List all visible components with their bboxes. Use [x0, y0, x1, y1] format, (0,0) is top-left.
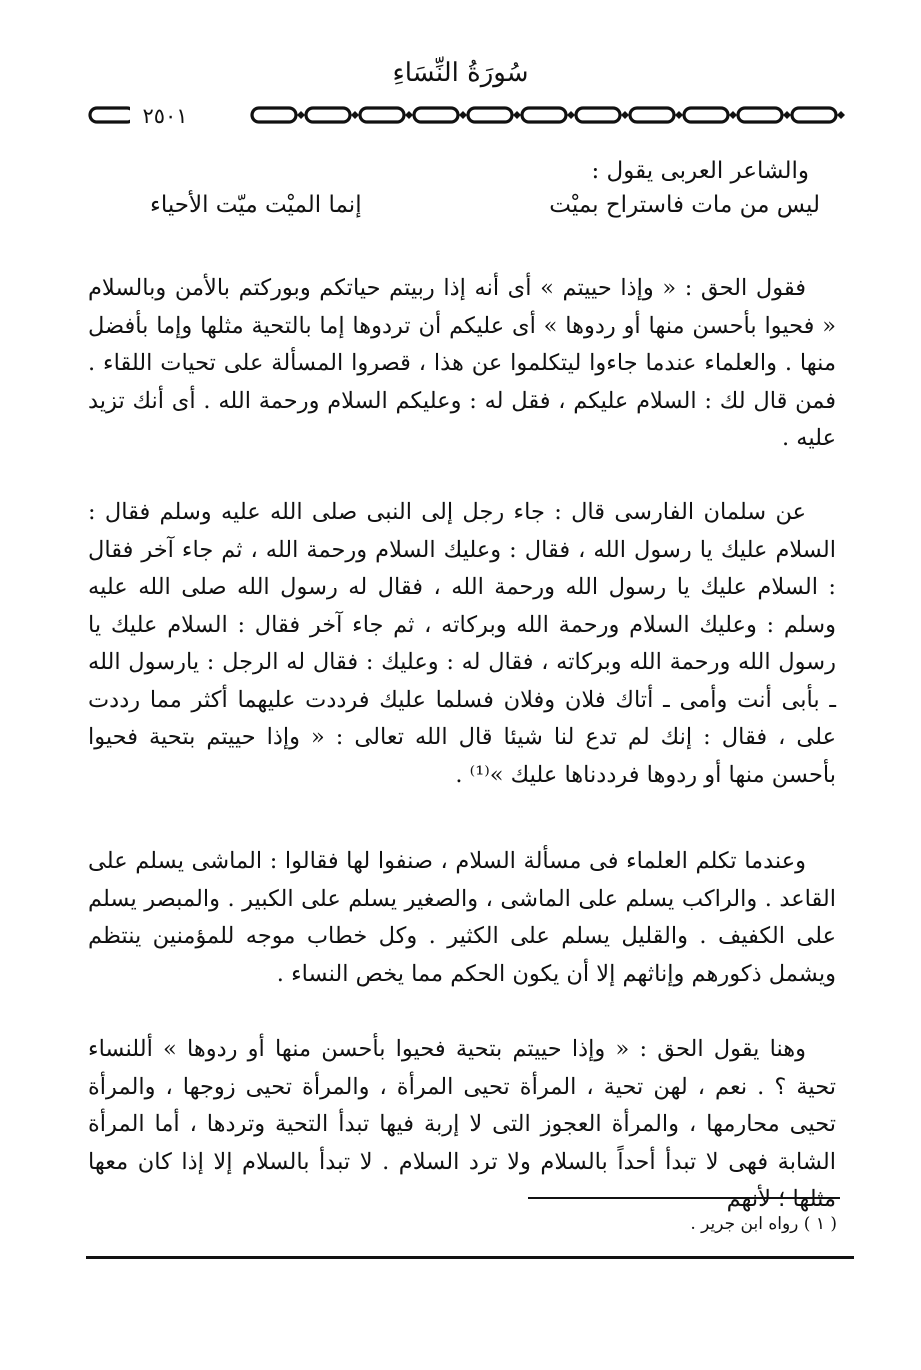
chain-link-icon: [576, 108, 620, 122]
chain-link-icon: [468, 108, 512, 122]
paragraph: عن سلمان الفارسى قال : جاء رجل إلى النبى صلى الله عليه وسلم فقال : السلام عليك يا رسول الله ، فقال : وعليك السلام ورحمة الله ، ثم جاء آخر فقال : السلام عليك يا رسول الله ورحمة الله ، فقال له رسول الله صلى الله عليه وسلم : وعليك السلام ورحمة الله وبركاته ، ثم جاء آخر فقال : السلام عليك يا رسول الله ورحمة الله وبركاته ، فقال له : وعليك : فقال له الرجل : يارسول الله ـ بأبى أنت وأمى ـ أتاك فلان وفلان فسلما عليك فرددت عليهما أكثر مما رددت على ، فقال : إنك لم تدع لنا شيئا قال الله تعالى : « وإذا حييتم بتحية فحيوا بأحسن منها أو ردوها فرددناها عليك »⁽¹⁾ .: [88, 499, 836, 788]
chain-link-icon: [90, 108, 134, 122]
verse-first-hemistich: ليس من مات فاستراح بميْت: [549, 192, 820, 218]
chain-diamond-icon: [729, 111, 737, 119]
bottom-rule: [86, 1256, 854, 1259]
paragraph: فقول الحق : « وإذا حييتم » أى أنه إذا ربيتم حياتكم وبوركتم بالأمن وبالسلام « فحيوا بأحسن منها أو ردوها » أى عليكم أن تردوها إما بالتحية مثلها وإما بأفضل منها . والعلماء عندما جاءوا ليتكلموا عن هذا ، قصروا المسألة على تحيات اللقاء . فمن قال لك : السلام عليكم ، فقل له : وعليكم السلام ورحمة الله . أى أنك تزيد عليه .: [88, 275, 836, 451]
chain-link-icon: [252, 108, 296, 122]
paragraph: وهنا يقول الحق : « وإذا حييتم بتحية فحيوا بأحسن منها أو ردوها » أللنساء تحية ؟ . نعم ، لهن تحية ، المرأة تحيى المرأة ، والمرأة تحيى زوجها ، والمرأة تحيى محارمها ، والمرأة العجوز التى لا إربة فيها تبدأ التحية وتردها ، أما المرأة الشابة فهى لا تبدأ أحداً بالسلام ولا ترد السلام . لا تبدأ بالسلام إلا إذا كان معها مثلها ؛ لأنهم: [88, 1036, 836, 1212]
chain-diamond-icon: [405, 111, 413, 119]
chain-diamond-icon: [675, 111, 683, 119]
chain-link-icon: [792, 108, 836, 122]
chain-diamond-icon: [459, 111, 467, 119]
chain-diamond-icon: [567, 111, 575, 119]
chain-link-icon: [306, 108, 350, 122]
chain-diamond-icon: [351, 111, 359, 119]
chain-link-icon: [414, 108, 458, 122]
header-ornament-border: [86, 98, 856, 132]
paragraph: وعندما تكلم العلماء فى مسألة السلام ، صنفوا لها فقالوا : الماشى يسلم على القاعد . والراكب يسلم على الماشى ، والصغير يسلم على الكبير . والمبصر يسلم على الكفيف . والقليل يسلم على الكثير . وكل خطاب موجه للمؤمنين ينتظم ويشمل ذكورهم وإناثهم إلا أن يكون الحكم مما يخص النساء .: [88, 848, 836, 987]
chain-diamond-icon: [621, 111, 629, 119]
chain-diamond-icon: [783, 111, 791, 119]
chain-link-icon: [738, 108, 782, 122]
footnote-separator: [528, 1197, 840, 1199]
chain-link-icon: [630, 108, 674, 122]
poetry-verse: [150, 192, 820, 232]
chain-diamond-icon: [297, 111, 305, 119]
page-number: ٢٥٠١: [130, 104, 200, 128]
verse-second-hemistich: إنما الميْت ميّت الأحياء: [150, 192, 362, 218]
ornament-chain-icon: [86, 98, 856, 132]
footnote: ( ١ ) رواه ابن جرير .: [690, 1214, 837, 1234]
chain-link-icon: [360, 108, 404, 122]
intro-line: والشاعر العربى يقول :: [591, 158, 809, 184]
chain-diamond-icon: [513, 111, 521, 119]
chain-link-icon: [684, 108, 728, 122]
surah-title: سُورَةُ النِّسَاءِ: [392, 58, 529, 88]
chain-diamond-icon: [837, 111, 845, 119]
chain-link-icon: [522, 108, 566, 122]
